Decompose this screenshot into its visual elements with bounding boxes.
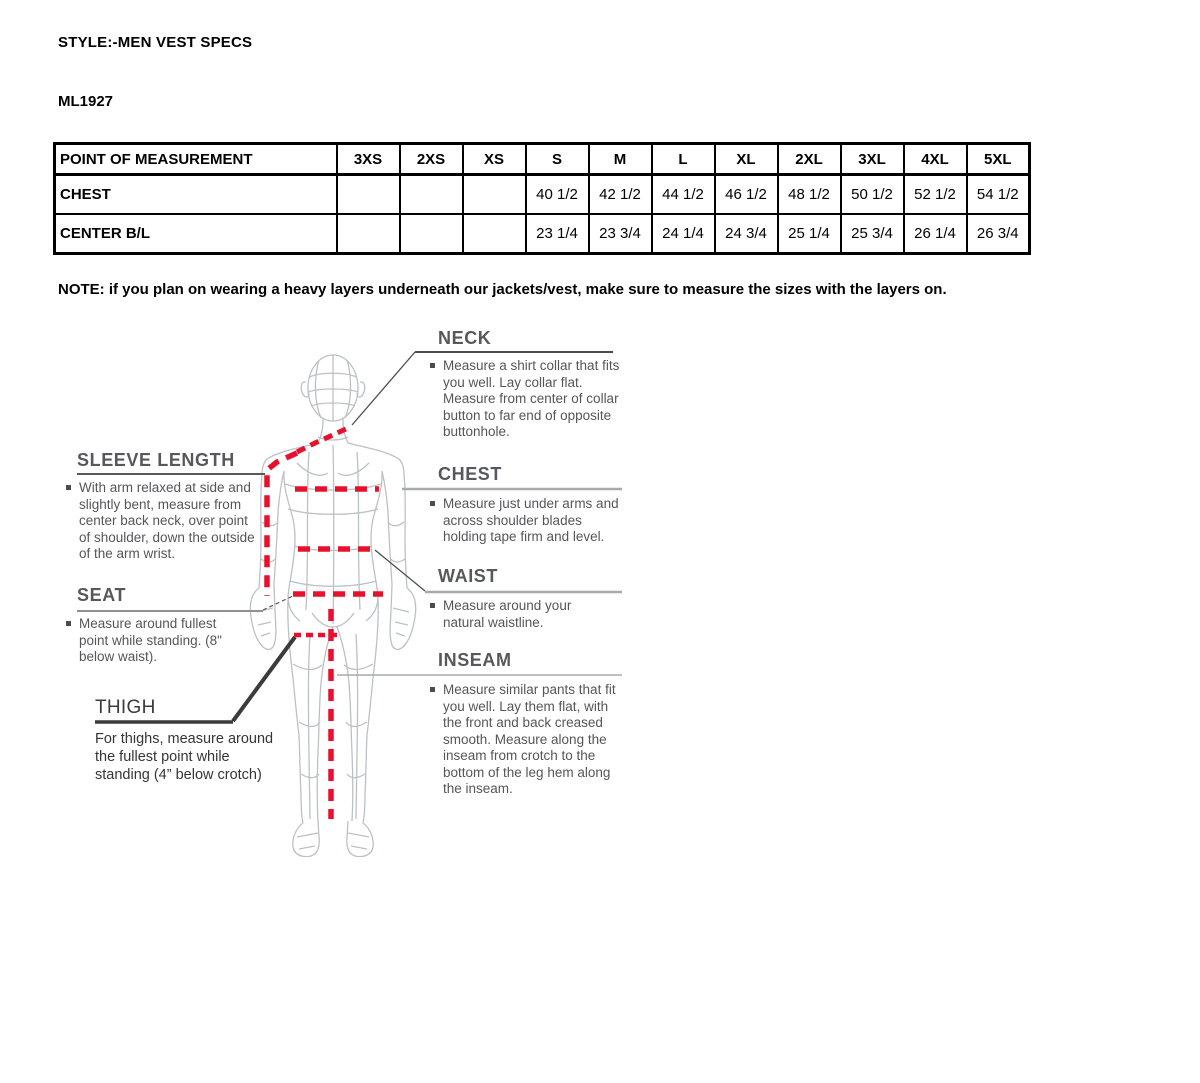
sleeve-length-label: SLEEVE LENGTH xyxy=(77,450,235,470)
column-header: 3XS xyxy=(337,144,400,175)
square-bullet-icon xyxy=(430,603,435,608)
cell: 48 1/2 xyxy=(778,175,841,215)
square-bullet-icon xyxy=(66,485,71,490)
inseam-label: INSEAM xyxy=(438,650,512,670)
cell: 26 3/4 xyxy=(967,214,1030,254)
cell: 23 1/4 xyxy=(526,214,589,254)
neck-connector-line xyxy=(352,352,415,425)
page-title: STYLE:-MEN VEST SPECS xyxy=(58,34,253,51)
seat-instructions: Measure around fullest point while standing. (8" below waist). xyxy=(66,616,251,666)
column-header: L xyxy=(652,144,715,175)
style-code: ML1927 xyxy=(58,93,114,110)
column-header: 2XL xyxy=(778,144,841,175)
cell xyxy=(400,175,463,215)
waist-label: WAIST xyxy=(438,566,498,586)
cell: 25 3/4 xyxy=(841,214,904,254)
cell: 54 1/2 xyxy=(967,175,1030,215)
sleeve-measure-line xyxy=(267,453,297,596)
cell: 24 1/4 xyxy=(652,214,715,254)
cell: 25 1/4 xyxy=(778,214,841,254)
cell: 50 1/2 xyxy=(841,175,904,215)
row-label: CENTER B/L xyxy=(55,214,337,254)
cell: 23 3/4 xyxy=(589,214,652,254)
row-label: CHEST xyxy=(55,175,337,215)
cell xyxy=(463,214,526,254)
column-header: XS xyxy=(463,144,526,175)
waist-instructions: Measure around your natural waistline. xyxy=(430,598,615,631)
column-header: S xyxy=(526,144,589,175)
table-row xyxy=(55,214,1030,254)
column-header: 2XS xyxy=(400,144,463,175)
column-header: POINT OF MEASUREMENT xyxy=(55,144,337,175)
neck-label: NECK xyxy=(438,328,492,348)
cell: 24 3/4 xyxy=(715,214,778,254)
thigh-label: THIGH xyxy=(95,697,156,718)
cell: 52 1/2 xyxy=(904,175,967,215)
cell: 26 1/4 xyxy=(904,214,967,254)
column-header: XL xyxy=(715,144,778,175)
cell xyxy=(400,214,463,254)
column-header: 4XL xyxy=(904,144,967,175)
column-header: M xyxy=(589,144,652,175)
cell xyxy=(337,214,400,254)
inseam-instructions: Measure similar pants that fit you well. Lay them flat, with the front and back creased smooth. Measure along the inseam from crotch to the bottom of the leg hem along the inseam. xyxy=(430,682,622,798)
square-bullet-icon xyxy=(430,501,435,506)
thigh-instructions: For thighs, measure around the fullest point while standing (4” below crotch) xyxy=(95,731,274,783)
square-bullet-icon xyxy=(430,363,435,368)
cell xyxy=(337,175,400,215)
square-bullet-icon xyxy=(66,621,71,626)
column-header: 5XL xyxy=(967,144,1030,175)
seat-label: SEAT xyxy=(77,585,127,605)
cell: 40 1/2 xyxy=(526,175,589,215)
measurement-diagram xyxy=(57,322,625,857)
square-bullet-icon xyxy=(430,687,435,692)
cell: 44 1/2 xyxy=(652,175,715,215)
table-header-row xyxy=(55,144,1030,175)
waist-connector-line xyxy=(375,550,425,591)
sleeve-length-instructions: With arm relaxed at side and slightly bent, measure from center back neck, over point of shoulder, down the outside of the arm wrist. xyxy=(66,480,266,563)
cell: 42 1/2 xyxy=(589,175,652,215)
cell: 46 1/2 xyxy=(715,175,778,215)
chest-label: CHEST xyxy=(438,464,503,484)
column-header: 3XL xyxy=(841,144,904,175)
cell xyxy=(463,175,526,215)
size-spec-table xyxy=(53,142,1031,255)
table-row xyxy=(55,175,1030,215)
note-text: NOTE: if you plan on wearing a heavy layers underneath our jackets/vest, make sure to measure the sizes with the layers on. xyxy=(58,281,947,298)
neck-instructions: Measure a shirt collar that fits you well. Lay collar flat. Measure from center of collar button to far end of opposite buttonhole. xyxy=(430,358,622,441)
chest-instructions: Measure just under arms and across shoulder blades holding tape firm and level. xyxy=(430,496,622,546)
